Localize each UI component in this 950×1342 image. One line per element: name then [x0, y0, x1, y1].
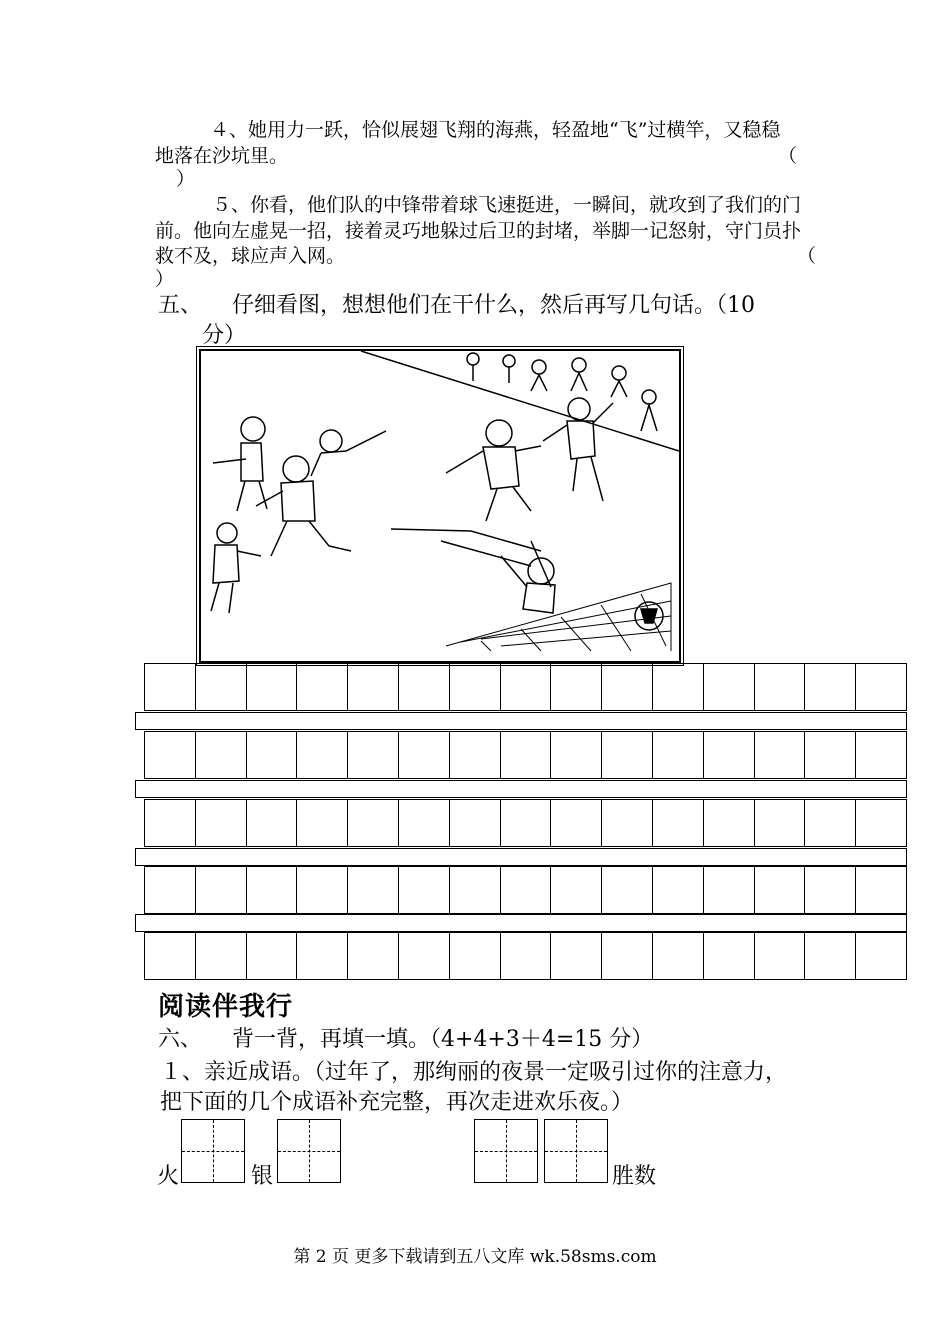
- idiom-char-yin: 银: [251, 1164, 274, 1189]
- q4-paren-open: （: [778, 145, 798, 167]
- writing-grid-row-1[interactable]: [145, 663, 907, 711]
- idiom-char-shengshu: 胜数: [612, 1164, 657, 1189]
- idiom-box-2[interactable]: [277, 1119, 341, 1183]
- writing-grid-row-3[interactable]: [145, 799, 907, 847]
- soccer-illustration: [199, 349, 681, 663]
- idiom-char-huo: 火: [157, 1164, 180, 1189]
- goalkeeper: [391, 529, 555, 613]
- idiom-box-4[interactable]: [544, 1119, 608, 1183]
- q5-paren-close: ）: [155, 268, 175, 290]
- page-footer: 第 2 页 更多下载请到五八文库 wk.58sms.com: [293, 1247, 657, 1267]
- section6-number: 六、: [158, 1027, 203, 1052]
- section6-title: 背一背，再填一填。（4+4+3＋4=15 分）: [232, 1027, 654, 1052]
- q5-line1: ５、你看，他们队的中锋带着球飞速挺进，一瞬间，就攻到了我们的门: [212, 194, 802, 216]
- q5-line3: 救不及，球应声入网。: [155, 245, 346, 267]
- defender: [543, 398, 613, 501]
- section5-number: 五、: [158, 293, 203, 318]
- q5-paren-open: （: [797, 245, 817, 267]
- q5-line2: 前。他向左虚晃一招，接着灵巧地躲过后卫的封堵，举脚一记怒射，守门员扑: [155, 220, 802, 242]
- idiom-box-1[interactable]: [181, 1119, 245, 1183]
- striker: [446, 420, 541, 521]
- writing-grid-row-4[interactable]: [145, 866, 907, 914]
- idiom-box-3[interactable]: [474, 1119, 538, 1183]
- section5-title: 仔细看图，想想他们在干什么，然后再写几句话。（10: [232, 293, 755, 318]
- grid-divider: [135, 914, 907, 932]
- section5-title-cont: 分）: [202, 323, 247, 348]
- section6-item1-line2: 把下面的几个成语补充完整，再次走进欢乐夜。）: [160, 1090, 634, 1115]
- goal-net: [446, 583, 671, 651]
- q4-line2: 地落在沙坑里。: [155, 145, 289, 167]
- writing-grid-row-2[interactable]: [145, 731, 907, 779]
- grid-divider: [135, 848, 907, 866]
- spectators: [467, 353, 657, 431]
- grid-divider: [135, 780, 907, 798]
- players-left: [211, 417, 386, 613]
- reading-heading: 阅读伴我行: [158, 992, 294, 1022]
- grid-divider: [135, 712, 907, 730]
- q4-line1: ４、她用力一跃，恰似展翅飞翔的海燕，轻盈地“飞”过横竿，又稳稳: [210, 119, 781, 141]
- q4-paren-close: ）: [176, 168, 196, 190]
- soccer-drawing: [201, 351, 679, 661]
- writing-grid-row-5[interactable]: [145, 932, 907, 980]
- section6-item1-line1: １、亲近成语。（过年了，那绚丽的夜景一定吸引过你的注意力，: [160, 1060, 788, 1085]
